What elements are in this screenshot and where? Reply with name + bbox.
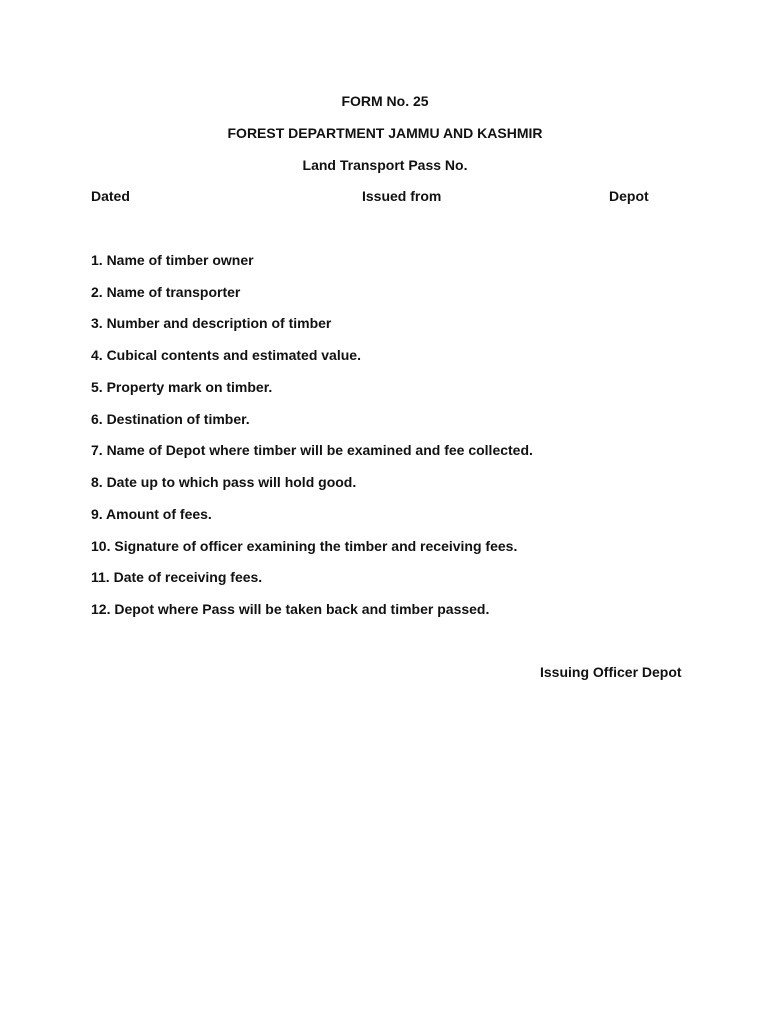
list-item: 9. Amount of fees.	[91, 506, 212, 522]
issuing-officer-signature-label: Issuing Officer Depot	[540, 664, 682, 680]
dated-label: Dated	[91, 188, 130, 204]
list-item: 11. Date of receiving fees.	[91, 569, 263, 585]
pass-title: Land Transport Pass No.	[302, 157, 468, 173]
list-item: 12. Depot where Pass will be taken back and timber passed.	[91, 601, 490, 617]
list-item: 3. Number and description of timber	[91, 315, 332, 331]
list-item: 1. Name of timber owner	[91, 252, 254, 268]
issued-from-label: Issued from	[362, 188, 442, 204]
list-item: 4. Cubical contents and estimated value.	[91, 347, 361, 363]
list-item: 8. Date up to which pass will hold good.	[91, 474, 357, 490]
list-item: 7. Name of Depot where timber will be examined and fee collected.	[91, 442, 533, 458]
department-title: FOREST DEPARTMENT JAMMU AND KASHMIR	[227, 125, 543, 141]
list-item: 10. Signature of officer examining the timber and receiving fees.	[91, 538, 518, 554]
list-item: 6. Destination of timber.	[91, 411, 250, 427]
depot-label: Depot	[609, 188, 649, 204]
list-item: 5. Property mark on timber.	[91, 379, 273, 395]
form-number: FORM No. 25	[341, 93, 429, 109]
list-item: 2. Name of transporter	[91, 284, 241, 300]
